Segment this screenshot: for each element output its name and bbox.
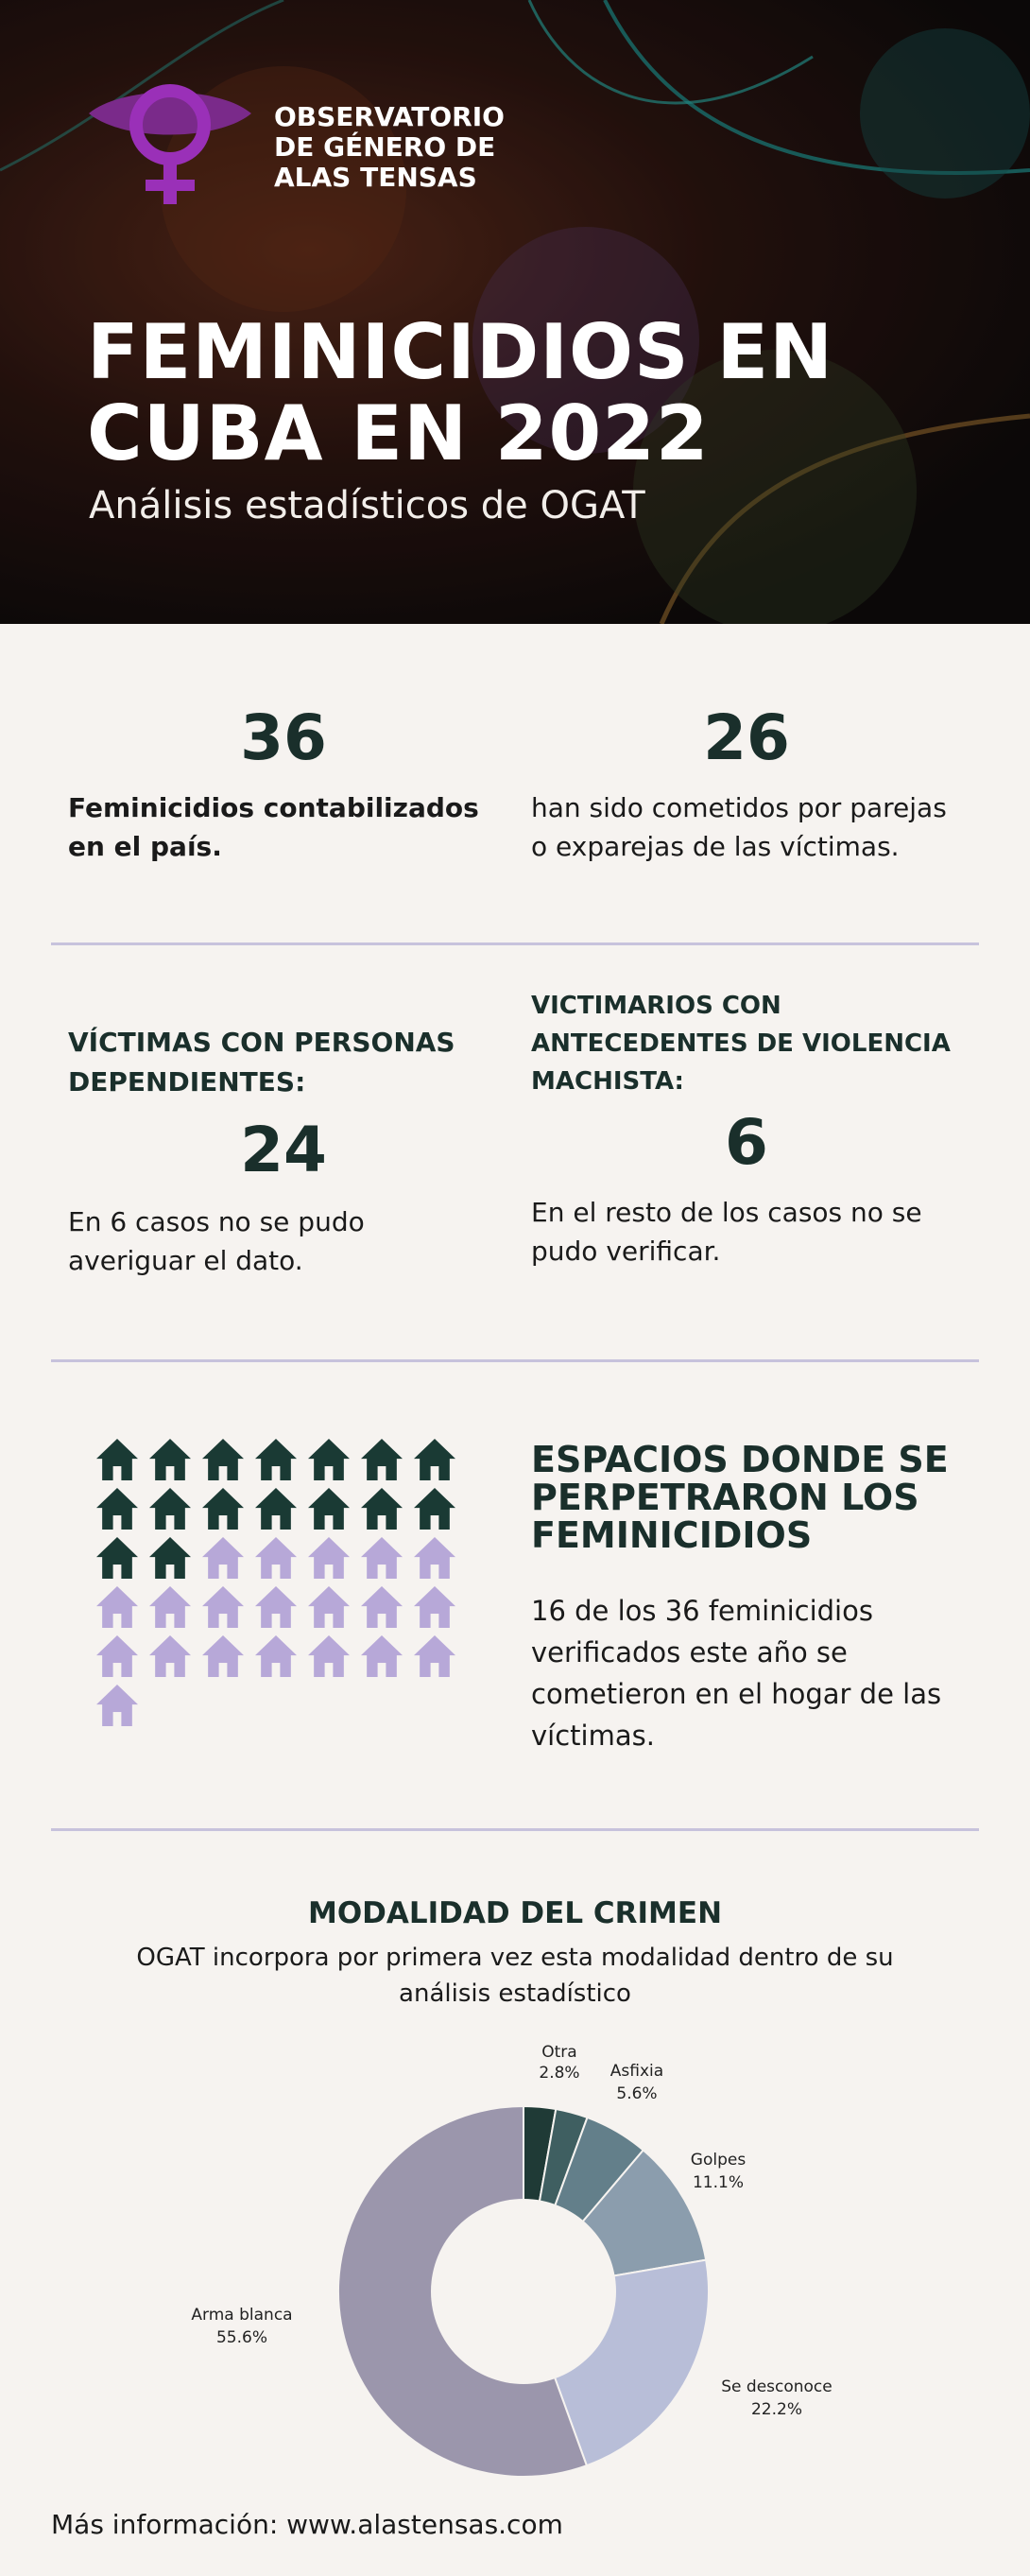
- house-pictogram-grid: [94, 1437, 463, 1749]
- spaces-text: [531, 1590, 941, 1756]
- footer-more-info: Más información: www.alastensas.com: [51, 2509, 563, 2540]
- aggressors-text-line-2: pudo verificar.: [531, 1236, 721, 1267]
- spaces-text-line-3: cometieron en el hogar de las: [531, 1678, 942, 1710]
- stat-partners-value: 26: [703, 701, 790, 774]
- label-se-desconoce-name: Se desconoce: [721, 2377, 833, 2396]
- hero-banner: [0, 0, 1030, 624]
- house-icon-other: [414, 1635, 455, 1677]
- label-otra-value: 2.8%: [539, 2064, 580, 2083]
- house-icon-home: [414, 1488, 455, 1530]
- label-golpes-value: 11.1%: [692, 2173, 745, 2192]
- aggressors-heading: [531, 987, 951, 1100]
- section-divider-2: [51, 1359, 979, 1362]
- org-name-line-1: OBSERVATORIO: [274, 101, 505, 132]
- house-icon-other: [414, 1586, 455, 1628]
- label-arma-blanca-value: 55.6%: [215, 2328, 268, 2347]
- stat-dependents-text: [68, 1202, 365, 1280]
- label-otra-name: Otra: [541, 2043, 577, 2062]
- house-icon-other: [96, 1685, 138, 1726]
- title-line-2: CUBA EN 2022: [87, 389, 710, 477]
- modality-text: [0, 1940, 1030, 2012]
- house-icon-home: [149, 1488, 191, 1530]
- dependents-heading-line-1: VÍCTIMAS CON PERSONAS: [68, 1027, 455, 1058]
- house-icon-home: [361, 1439, 403, 1480]
- house-icon-other: [414, 1537, 455, 1579]
- venus-eye-logo-icon: [85, 81, 255, 214]
- stat-dependents-value: 24: [240, 1114, 327, 1186]
- dependents-text-line-1: En 6 casos no se pudo: [68, 1206, 365, 1237]
- stat-aggressors-value: 6: [725, 1106, 768, 1179]
- stat-partners-text-line-1: han sido cometidos por parejas: [531, 792, 947, 823]
- dependents-heading-line-2: DEPENDIENTES:: [68, 1066, 306, 1098]
- spaces-heading: [531, 1441, 949, 1554]
- house-icon-other: [149, 1586, 191, 1628]
- house-icon-other: [202, 1635, 244, 1677]
- label-golpes-name: Golpes: [690, 2151, 747, 2170]
- house-icon-other: [202, 1586, 244, 1628]
- page-subtitle: Análisis estadísticos de OGAT: [89, 484, 645, 527]
- org-name-line-2: DE GÉNERO DE: [274, 131, 496, 163]
- label-asfixia-value: 5.6%: [616, 2084, 658, 2103]
- house-icon-other: [149, 1635, 191, 1677]
- spaces-heading-line-2: PERPETRARON LOS: [531, 1477, 919, 1518]
- house-icon-home: [414, 1439, 455, 1480]
- stat-partners-text: [531, 788, 947, 866]
- section-divider-1: [51, 942, 979, 945]
- title-line-1: FEMINICIDIOS EN: [87, 308, 834, 396]
- house-icon-other: [96, 1586, 138, 1628]
- stat-aggressors-text: [531, 1193, 922, 1271]
- spaces-text-line-1: 16 de los 36 feminicidios: [531, 1595, 873, 1627]
- house-icon-home: [255, 1439, 297, 1480]
- spaces-text-line-4: víctimas.: [531, 1720, 655, 1752]
- house-icon-other: [361, 1586, 403, 1628]
- house-icon-home: [202, 1439, 244, 1480]
- modality-donut-chart: [0, 2023, 1030, 2486]
- spaces-text-line-2: verificados este año se: [531, 1636, 848, 1668]
- page-title: [87, 308, 937, 477]
- aggressors-heading-line-2: ANTECEDENTES DE VIOLENCIA: [531, 1029, 951, 1058]
- label-asfixia-name: Asfixia: [609, 2062, 664, 2081]
- house-icon-home: [96, 1488, 138, 1530]
- house-icon-other: [308, 1586, 350, 1628]
- house-icon-home: [149, 1537, 191, 1579]
- modality-heading: MODALIDAD DEL CRIMEN: [307, 1896, 723, 1930]
- aggressors-heading-line-1: VICTIMARIOS CON: [531, 992, 781, 1020]
- house-icon-other: [361, 1635, 403, 1677]
- org-name-line-3: ALAS TENSAS: [274, 162, 477, 193]
- stat-total-value: 36: [240, 701, 327, 774]
- dependents-heading: [68, 1023, 455, 1102]
- stat-partners-text-line-2: o exparejas de las víctimas.: [531, 831, 900, 862]
- house-icon-home: [96, 1439, 138, 1480]
- house-icon-other: [308, 1537, 350, 1579]
- aggressors-text-line-1: En el resto de los casos no se: [531, 1197, 922, 1228]
- stat-total-text: [68, 788, 479, 866]
- house-icon-home: [361, 1488, 403, 1530]
- stat-total-text-line-2: en el país.: [68, 831, 222, 862]
- house-icon-home: [149, 1439, 191, 1480]
- organization-name: [274, 102, 576, 193]
- house-icon-home: [308, 1439, 350, 1480]
- dependents-text-line-2: averiguar el dato.: [68, 1245, 303, 1276]
- section-divider-3: [51, 1828, 979, 1831]
- house-icon-other: [202, 1537, 244, 1579]
- label-se-desconoce-value: 22.2%: [750, 2400, 803, 2419]
- house-icon-home: [308, 1488, 350, 1530]
- house-icon-other: [255, 1635, 297, 1677]
- donut-hole: [431, 2199, 616, 2384]
- spaces-heading-line-1: ESPACIOS DONDE SE: [531, 1439, 949, 1480]
- house-icon-other: [255, 1586, 297, 1628]
- house-icon-home: [255, 1488, 297, 1530]
- house-icon-other: [96, 1635, 138, 1677]
- house-icon-other: [308, 1635, 350, 1677]
- spaces-heading-line-3: FEMINICIDIOS: [531, 1514, 813, 1556]
- house-icon-other: [255, 1537, 297, 1579]
- modality-text-line-1: OGAT incorpora por primera vez esta modalidad dentro de su: [136, 1944, 894, 1972]
- label-arma-blanca-name: Arma blanca: [191, 2306, 293, 2325]
- house-icon-other: [361, 1537, 403, 1579]
- house-icon-home: [202, 1488, 244, 1530]
- aggressors-heading-line-3: MACHISTA:: [531, 1067, 684, 1096]
- stat-total-text-line-1: Feminicidios contabilizados: [68, 792, 479, 823]
- modality-text-line-2: análisis estadístico: [399, 1980, 631, 2008]
- house-icon-home: [96, 1537, 138, 1579]
